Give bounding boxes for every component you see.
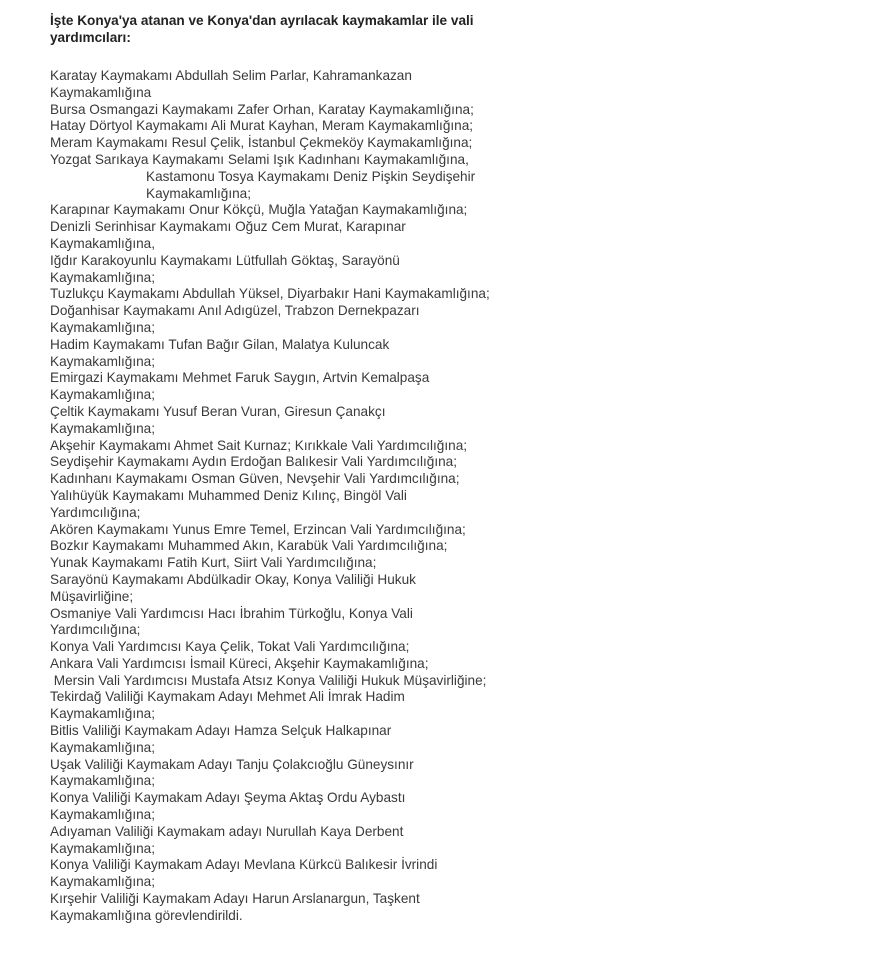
- appointment-line: Uşak Valiliği Kaymakam Adayı Tanju Çolakcıoğlu Güneysınır Kaymakamlığına;: [50, 756, 418, 789]
- appointment-line: Tuzlukçu Kaymakamı Abdullah Yüksel, Diyarbakır Hani Kaymakamlığına;: [50, 286, 490, 302]
- appointment-line: Karatay Kaymakamı Abdullah Selim Parlar, Kahramankazan Kaymakamlığına: [50, 68, 416, 100]
- appointment-line: Konya Valiliği Kaymakam Adayı Mevlana Kürkcü Balıkesir İvrindi Kaymakamlığına;: [50, 857, 442, 890]
- appointment-line: Ankara Vali Yardımcısı İsmail Küreci, Akşehir Kaymakamlığına;: [50, 655, 429, 671]
- appointment-line: Yunak Kaymakamı Fatih Kurt, Siirt Vali Yardımcılığına;: [50, 555, 377, 571]
- appointment-line: Akşehir Kaymakamı Ahmet Sait Kurnaz; Kırıkkale Vali Yardımcılığına;: [50, 437, 468, 453]
- appointment-line: Karapınar Kaymakamı Onur Kökçü, Muğla Yatağan Kaymakamlığına;: [50, 202, 468, 218]
- appointment-line: Yozgat Sarıkaya Kaymakamı Selami Işık Kadınhanı Kaymakamlığına,: [50, 151, 469, 167]
- appointment-line: Hadim Kaymakamı Tufan Bağır Gilan, Malatya Kuluncak Kaymakamlığına;: [50, 336, 394, 369]
- appointment-line: Bursa Osmangazi Kaymakamı Zafer Orhan, Karatay Kaymakamlığına;: [50, 101, 474, 117]
- appointment-line: Kadınhanı Kaymakamı Osman Güven, Nevşehir Vali Yardımcılığına;: [50, 471, 460, 487]
- appointment-line: Konya Vali Yardımcısı Kaya Çelik, Tokat Vali Yardımcılığına;: [50, 639, 410, 655]
- appointment-line: Bozkır Kaymakamı Muhammed Akın, Karabük Vali Yardımcılığına;: [50, 538, 448, 554]
- appointment-line: Hatay Dörtyol Kaymakamı Ali Murat Kayhan, Meram Kaymakamlığına;: [50, 118, 474, 134]
- appointment-list: [50, 68, 490, 925]
- appointment-line: Doğanhisar Kaymakamı Anıl Adıgüzel, Trabzon Dernekpazarı Kaymakamlığına;: [50, 303, 424, 335]
- appointment-line: Meram Kaymakamı Resul Çelik, İstanbul Çekmeköy Kaymakamlığına;: [50, 135, 473, 151]
- appointment-line: Denizli Serinhisar Kaymakamı Oğuz Cem Murat, Karapınar Kaymakamlığına,: [50, 219, 410, 251]
- appointment-line: Yalıhüyük Kaymakamı Muhammed Deniz Kılınç, Bingöl Vali Yardımcılığına;: [50, 487, 411, 520]
- appointment-line: Bitlis Valiliği Kaymakam Adayı Hamza Selçuk Halkapınar Kaymakamlığına;: [50, 723, 396, 755]
- appointment-line: Kastamonu Tosya Kaymakamı Deniz Pişkin Seydişehir Kaymakamlığına;: [146, 168, 479, 201]
- appointment-line: Seydişehir Kaymakamı Aydın Erdoğan Balıkesir Vali Yardımcılığına;: [50, 454, 458, 470]
- appointment-line: Emirgazi Kaymakamı Mehmet Faruk Saygın, Artvin Kemalpaşa Kaymakamlığına;: [50, 370, 434, 403]
- appointment-line: Akören Kaymakamı Yunus Emre Temel, Erzincan Vali Yardımcılığına;: [50, 521, 466, 537]
- appointment-line: Kırşehir Valiliği Kaymakam Adayı Harun Arslanargun, Taşkent Kaymakamlığına görevlendirildi.: [50, 891, 424, 923]
- appointment-line: Tekirdağ Valiliği Kaymakam Adayı Mehmet Ali İmrak Hadim Kaymakamlığına;: [50, 689, 409, 722]
- appointment-line: Mersin Vali Yardımcısı Mustafa Atsız Konya Valiliği Hukuk Müşavirliğine;: [50, 672, 487, 688]
- article-body: [50, 12, 490, 925]
- appointment-line: Adıyaman Valiliği Kaymakam adayı Nurullah Kaya Derbent Kaymakamlığına;: [50, 823, 408, 856]
- appointment-line: Çeltik Kaymakamı Yusuf Beran Vuran, Giresun Çanakçı Kaymakamlığına;: [50, 403, 390, 436]
- appointment-line: Osmaniye Vali Yardımcısı Hacı İbrahim Türkoğlu, Konya Vali Yardımcılığına;: [50, 605, 417, 638]
- appointment-line: Konya Valiliği Kaymakam Adayı Şeyma Aktaş Ordu Aybastı Kaymakamlığına;: [50, 790, 410, 823]
- appointment-line: Iğdır Karakoyunlu Kaymakamı Lütfullah Göktaş, Sarayönü Kaymakamlığına;: [50, 252, 404, 285]
- appointment-line: Sarayönü Kaymakamı Abdülkadir Okay, Konya Valiliği Hukuk Müşavirliğine;: [50, 571, 420, 604]
- article-heading: İşte Konya'ya atanan ve Konya'dan ayrılacak kaymakamlar ile vali yardımcıları:: [50, 13, 474, 45]
